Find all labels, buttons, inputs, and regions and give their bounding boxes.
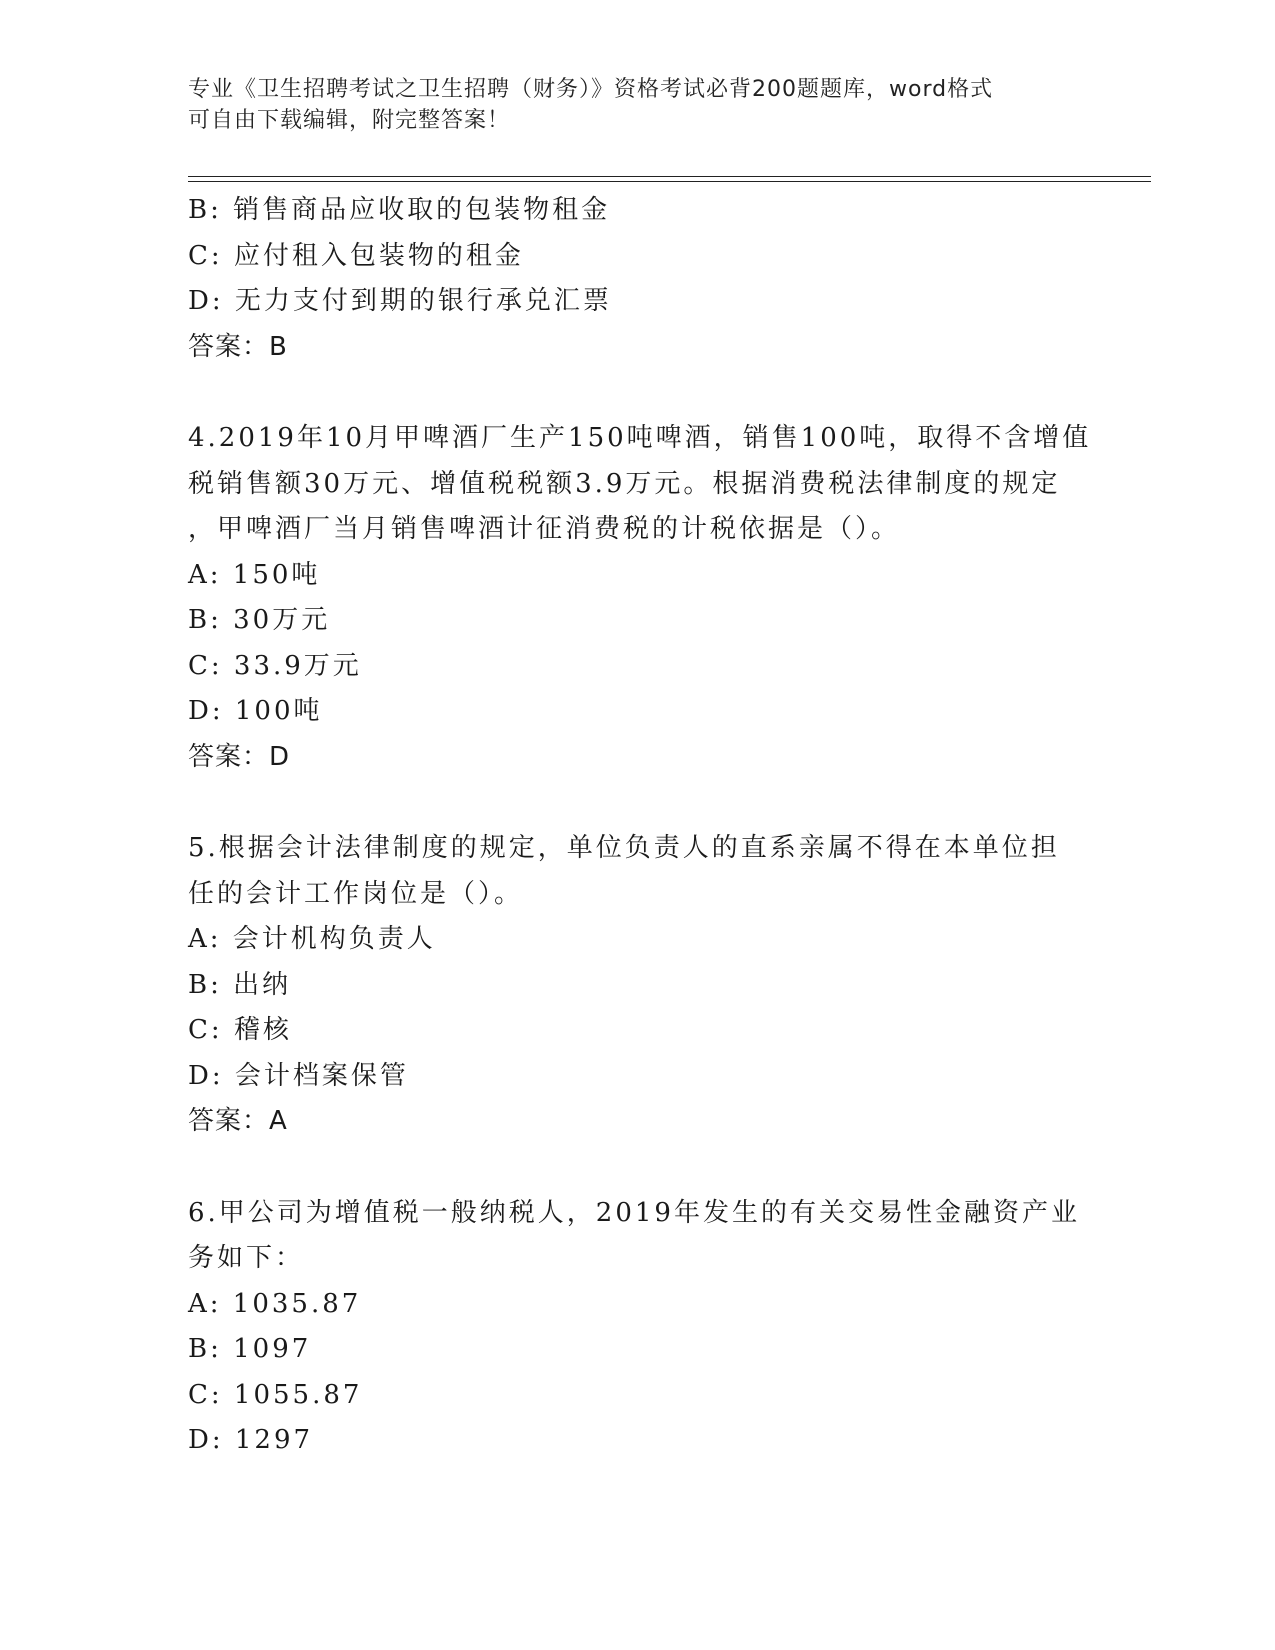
option-b: B: 30万元 [188,605,331,635]
question-spacer [188,780,1088,826]
question-stem-line: 5.根据会计法律制度的规定，单位负责人的直系亲属不得在本单位担 [188,833,1060,863]
question-stem-line: 税销售额30万元、增值税税额3.9万元。根据消费税法律制度的规定 [188,468,1061,499]
header-line-2: 可自由下载编辑，附完整答案！ [188,108,511,133]
question-spacer [188,370,1088,416]
option-c: C: 33.9万元 [188,650,362,681]
document-header [188,74,1088,136]
option-b: B: 1097 [188,1334,312,1364]
option-a: A: 1035.87 [188,1288,362,1319]
question-3-tail [188,188,1088,370]
option-c: C: 稽核 [188,1015,292,1045]
question-stem-line: 6.甲公司为增值税一般纳税人，2019年发生的有关交易性金融资产业 [188,1197,1080,1228]
option-d: D: 1297 [188,1425,314,1455]
answer-label: 答案：B [188,331,288,362]
header-divider-bottom [188,181,1151,182]
question-stem-line: 务如下： [188,1243,305,1273]
question-stem-line: 4.2019年10月甲啤酒厂生产150吨啤酒，销售100吨，取得不含增值 [188,423,1092,453]
header-line-1: 专业《卫生招聘考试之卫生招聘（财务）》资格考试必背200题题库，word格式 [188,77,994,102]
question-4 [188,416,1092,780]
option-d: D: 会计档案保管 [188,1060,409,1091]
option-a: A: 150吨 [188,559,321,590]
option-b: B: 出纳 [188,969,292,1000]
question-spacer [188,1145,1088,1191]
question-stem-line: 任的会计工作岗位是（）。 [188,878,524,909]
option-c: C: 应付租入包装物的租金 [188,240,524,271]
question-6 [188,1191,1088,1464]
option-d: D: 100吨 [188,696,323,726]
answer-label: 答案：A [188,1106,288,1136]
question-5 [188,826,1088,1145]
answer-label: 答案：D [188,741,291,772]
option-a: A: 会计机构负责人 [188,924,436,954]
option-d: D: 无力支付到期的银行承兑汇票 [188,286,612,316]
question-stem-line: ，甲啤酒厂当月销售啤酒计征消费税的计税依据是（）。 [188,514,901,544]
question-list [188,188,1092,1464]
header-divider-top [188,176,1151,177]
option-b: B: 销售商品应收取的包装物租金 [188,195,611,225]
option-c: C: 1055.87 [188,1379,363,1410]
